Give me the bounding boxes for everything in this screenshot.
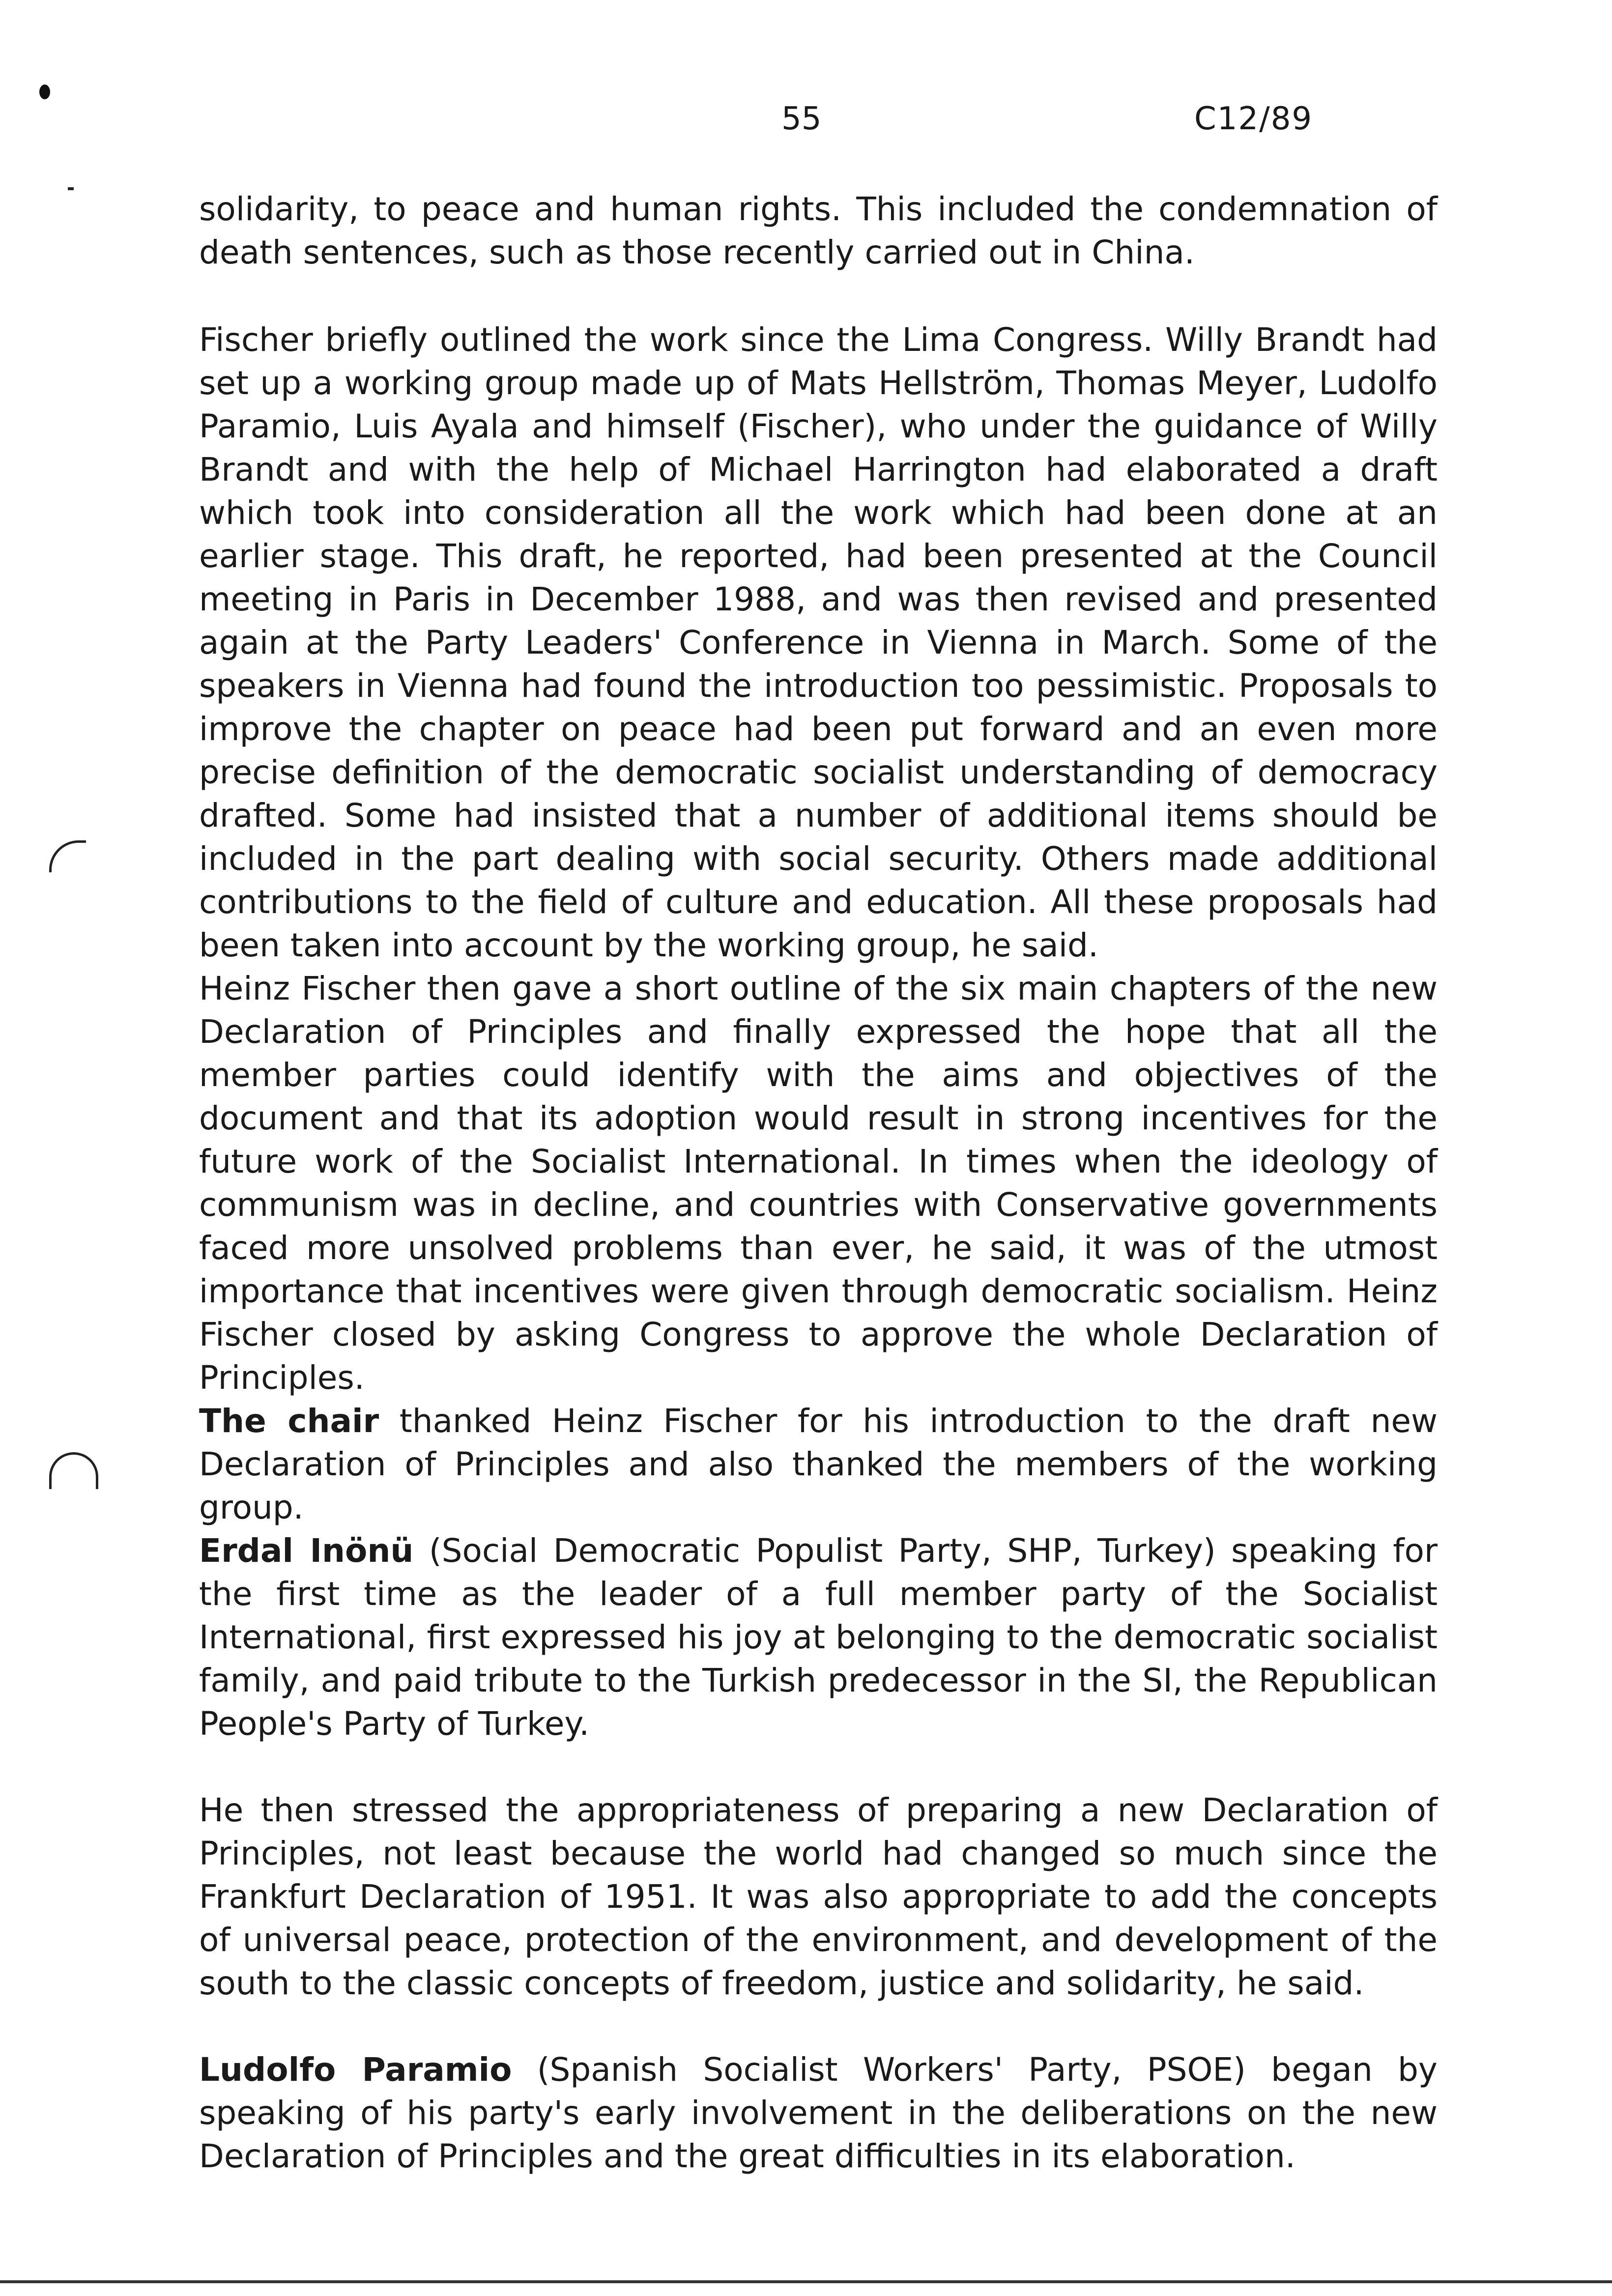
paragraph-text: (Spanish Socialist Workers' Party, PSOE) began by speaking of his party's early involvement in the deliberations on the new Declaration of Principles and the great difficulties in its elaboration. <box>199 2051 1438 2175</box>
speaker-name: The chair <box>199 1402 379 1440</box>
paragraph <box>199 1400 1438 1529</box>
paragraph-text: Heinz Fischer then gave a short outline of the six main chapters of the new Declaration of Principles and finally expressed the hope that all the member parties could identify with the aims and objectives of the document and that its adoption would result in strong incentives for the future work of the Socialist International. In times when the ideology of communism was in decline, and countries with Conservative governments faced more unsolved problems than ever, he said, it was of the utmost importance that incentives were given through democratic socialism. Heinz Fischer closed by asking Congress to approve the whole Declaration of Principles. <box>199 970 1438 1397</box>
paragraph <box>199 967 1438 1400</box>
scan-artifact <box>68 187 74 190</box>
paragraph <box>199 1529 1438 1746</box>
paragraph-text: Fischer briefly outlined the work since the Lima Congress. Willy Brandt had set up a working group made up of Mats Hellström, Thomas Meyer, Ludolfo Paramio, Luis Ayala and himself (Fischer), who under the guidance of Willy Brandt and with the help of Michael Harrington had elaborated a draft which took into consideration all the work which had been done at an earlier stage. This draft, he reported, had been presented at the Council meeting in Paris in December 1988, and was then revised and presented again at the Party Leaders' Conference in Vienna in March. Some of the speakers in Vienna had found the introduction too pessimistic. Proposals to improve the chapter on peace had been put forward and an even more precise definition of the democratic socialist understanding of democracy drafted. Some had insisted that a number of additional items should be included in the part dealing with social security. Others made additional contributions to the field of culture and education. All these proposals had been taken into account by the working group, he said. <box>199 321 1438 964</box>
page-number: 55 <box>781 101 822 137</box>
binding-mark <box>49 840 86 872</box>
paragraph-text: (Social Democratic Populist Party, SHP, Turkey) speaking for the first time as the leader of a full member party of the Socialist International, first expressed his joy at belonging to the democratic socialist family, and paid tribute to the Turkish predecessor in the SI, the Republican People's Party of Turkey. <box>199 1532 1438 1743</box>
paragraph <box>199 2048 1438 2178</box>
paragraph-text: thanked Heinz Fischer for his introduction to the draft new Declaration of Principles and also thanked the members of the working group. <box>199 1402 1438 1526</box>
paragraph-text: solidarity, to peace and human rights. This included the condemnation of death sentences, such as those recently carried out in China. <box>199 190 1438 271</box>
paragraph <box>199 318 1438 967</box>
punch-mark <box>39 85 50 99</box>
speaker-name: Erdal Inönü <box>199 1532 414 1570</box>
binding-mark <box>49 1452 98 1489</box>
paragraph <box>199 188 1438 274</box>
document-reference: C12/89 <box>1194 101 1313 137</box>
paragraph-text: He then stressed the appropriateness of preparing a new Declaration of Principles, not least because the world had changed so much since the Frankfurt Declaration of 1951. It was also appropriate to add the concepts of universal peace, protection of the environment, and development of the south to the classic concepts of freedom, justice and solidarity, he said. <box>199 1791 1438 2002</box>
page-edge-rule <box>0 2280 1612 2283</box>
paragraph <box>199 1789 1438 2005</box>
speaker-name: Ludolfo Paramio <box>199 2051 512 2089</box>
